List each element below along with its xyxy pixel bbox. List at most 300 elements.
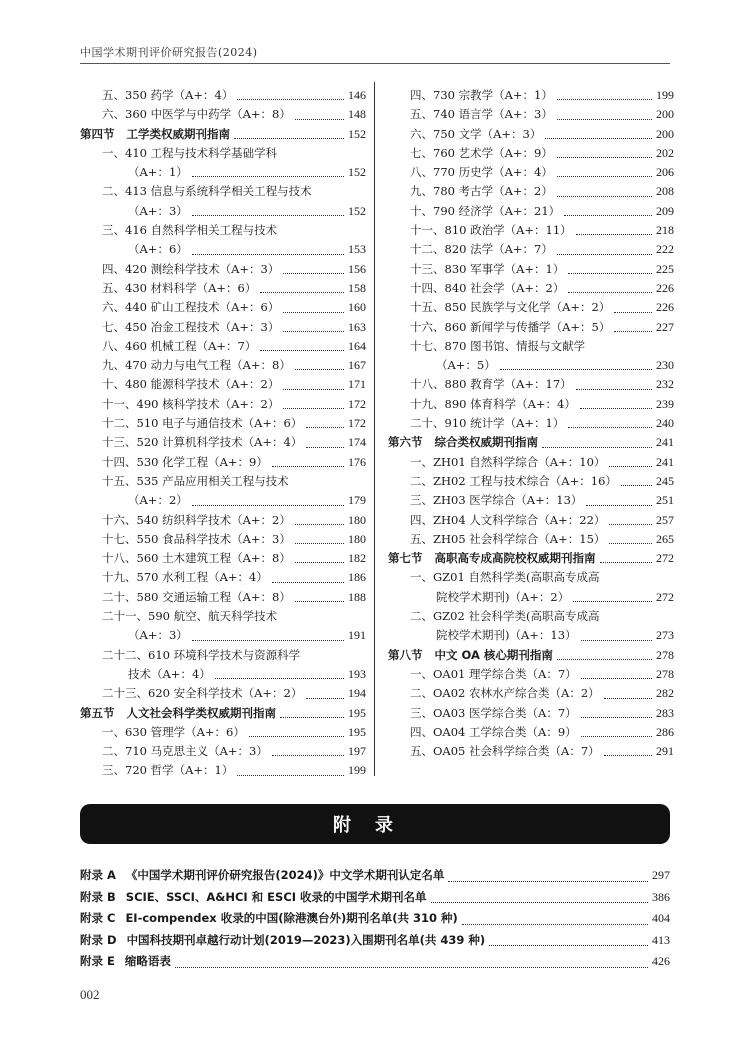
appendix-title: SCIE、SSCI、A&HCI 和 ESCI 收录的中国学术期刊名单 <box>125 889 427 904</box>
dot-leader <box>573 601 652 602</box>
toc-page-number: 218 <box>656 223 674 238</box>
toc-entry-title: 二、413 信息与系统科学相关工程与技术 <box>102 184 312 199</box>
toc-entry[interactable] <box>388 375 674 394</box>
dot-leader <box>234 138 344 139</box>
toc-page-number: 278 <box>656 666 674 681</box>
toc-entry-title: 院校学术期刊)（A+：2） <box>436 589 570 604</box>
toc-page-number: 227 <box>656 319 674 334</box>
toc-entry[interactable] <box>388 260 674 279</box>
toc-entry[interactable] <box>80 723 366 742</box>
dot-leader <box>280 717 344 718</box>
toc-entry[interactable] <box>388 337 674 356</box>
toc-entry[interactable] <box>80 607 366 626</box>
toc-page-number: 239 <box>656 396 674 411</box>
toc-page-number: 199 <box>348 763 366 778</box>
toc-section-heading[interactable] <box>80 125 366 144</box>
appendix-entry[interactable] <box>80 865 670 887</box>
toc-entry[interactable] <box>80 530 366 549</box>
toc-entry[interactable] <box>388 491 674 510</box>
toc-entry[interactable] <box>80 202 366 221</box>
toc-entry-title: （A+：5） <box>436 358 496 373</box>
toc-page-number: 163 <box>348 319 366 334</box>
toc-page-number: 172 <box>348 416 366 431</box>
toc-entry-title: 中文 OA 核心期刊指南 <box>434 647 553 662</box>
toc-entry-title: 一、630 管理学（A+：6） <box>102 724 245 739</box>
toc-entry-title: 二、ZH02 工程与技术综合（A+：16） <box>410 473 617 488</box>
appendix-page-number: 413 <box>652 932 670 947</box>
toc-entry[interactable] <box>388 568 674 587</box>
toc-entry-title: 二、710 马克思主义（A+：3） <box>102 744 268 759</box>
toc-entry-title: 五、430 材料科学（A+：6） <box>102 280 257 295</box>
toc-page-number: 191 <box>348 628 366 643</box>
toc-page-number: 286 <box>656 724 674 739</box>
toc-entry[interactable] <box>388 530 674 549</box>
toc-entry-title: 六、440 矿山工程技术（A+：6） <box>102 300 280 315</box>
toc-entry-title: 一、OA01 理学综合类（A：7） <box>410 666 577 681</box>
toc-entry-title: 二、OA02 农林水产综合类（A：2） <box>410 686 600 701</box>
toc-entry[interactable] <box>388 125 674 144</box>
dot-leader <box>557 119 652 120</box>
toc-entry[interactable] <box>80 761 366 780</box>
toc-page-number: 153 <box>348 242 366 257</box>
toc-entry-title: 十八、880 教育学（A+：17） <box>410 377 572 392</box>
toc-entry[interactable] <box>80 433 366 452</box>
appendix-page-number: 386 <box>652 889 670 904</box>
dot-leader <box>568 292 652 293</box>
toc-entry-title: 四、ZH04 人文科学综合（A+：22） <box>410 512 606 527</box>
toc-page-number: 226 <box>656 280 674 295</box>
header-rule <box>80 63 670 64</box>
toc-page-number: 265 <box>656 531 674 546</box>
dot-leader <box>306 698 344 699</box>
toc-page-number: 152 <box>348 203 366 218</box>
toc-page-number: 174 <box>348 435 366 450</box>
dot-leader <box>609 524 652 525</box>
dot-leader <box>215 678 344 679</box>
appendix-title: 缩略语表 <box>124 954 171 968</box>
toc-entry[interactable] <box>80 105 366 124</box>
toc-page-number: 226 <box>656 300 674 315</box>
toc-page-number: 199 <box>656 88 674 102</box>
appendix-label: 附录 E <box>80 954 115 968</box>
section-label: 第七节 <box>388 551 423 566</box>
toc-entry-title: 十、790 经济学（A+：21） <box>410 203 561 218</box>
toc-entry[interactable] <box>80 318 366 337</box>
toc-entry-title: 十一、490 核科学技术（A+：2） <box>102 396 280 411</box>
toc-page-number: 208 <box>656 184 674 199</box>
toc-entry-title: 十五、535 产品应用相关工程与技术 <box>102 473 289 488</box>
appendix-label: 附录 C <box>80 911 116 925</box>
toc-page-number: 167 <box>348 358 366 373</box>
toc-page-number: 200 <box>656 107 674 122</box>
dot-leader <box>557 659 652 660</box>
toc-entry[interactable] <box>80 240 366 259</box>
toc-entry-title: 二十三、620 安全科学技术（A+：2） <box>102 686 303 701</box>
toc-page-number: 193 <box>348 666 366 681</box>
toc-page-number: 186 <box>348 570 366 585</box>
dot-leader <box>576 234 652 235</box>
toc-entry-title: 四、420 测绘科学技术（A+：3） <box>102 261 280 276</box>
toc-page-number: 222 <box>656 242 674 257</box>
dot-leader <box>462 924 648 925</box>
toc-entry[interactable] <box>80 568 366 587</box>
toc-entry-title: 十四、840 社会学（A+：2） <box>410 280 565 295</box>
toc-entry[interactable] <box>388 607 674 626</box>
toc-entry-title: 一、ZH01 自然科学综合（A+：10） <box>410 454 606 469</box>
toc-page-number: 146 <box>348 88 366 102</box>
toc-entry-title: 十一、810 政治学（A+：11） <box>410 223 572 238</box>
toc-page-number: 182 <box>348 551 366 566</box>
dot-leader <box>283 312 344 313</box>
toc-entry-title: （A+：3） <box>128 628 188 643</box>
toc-entry[interactable] <box>80 472 366 491</box>
appendix-entry[interactable] <box>80 930 670 952</box>
dot-leader <box>260 350 344 351</box>
toc-entry-title: 六、750 文学（A+：3） <box>410 126 542 141</box>
toc-entry[interactable] <box>388 511 674 530</box>
toc-page-number: 241 <box>656 454 674 469</box>
toc-page-number: 257 <box>656 512 674 527</box>
toc-entry-title: 一、410 工程与技术科学基础学科 <box>102 145 278 160</box>
toc-entry[interactable] <box>388 665 674 684</box>
toc-entry-title: 三、ZH03 医学综合（A+：13） <box>410 493 583 508</box>
dot-leader <box>283 331 344 332</box>
section-label: 第五节 <box>80 705 115 720</box>
toc-page-number: 202 <box>656 145 674 160</box>
appendix-banner: 附录 <box>80 804 670 844</box>
toc-entry[interactable] <box>80 298 366 317</box>
toc-entry-title: 高职高专成高院校权威期刊指南 <box>434 551 596 566</box>
dot-leader <box>237 99 344 100</box>
dot-leader <box>489 945 648 946</box>
toc-entry-title: 十三、520 计算机科学技术（A+：4） <box>102 435 303 450</box>
toc-entry[interactable] <box>80 742 366 761</box>
toc-page-number: 164 <box>348 338 366 353</box>
toc-entry[interactable] <box>80 626 366 645</box>
dot-leader <box>581 640 652 641</box>
toc-entry[interactable] <box>388 240 674 259</box>
toc-entry-title: 十六、540 纺织科学技术（A+：2） <box>102 512 291 527</box>
toc-entry[interactable] <box>80 375 366 394</box>
dot-leader <box>431 902 648 903</box>
toc-page-number: 245 <box>656 473 674 488</box>
toc-page-number: 152 <box>348 165 366 180</box>
dot-leader <box>568 273 652 274</box>
toc-entry[interactable] <box>388 279 674 298</box>
toc-entry-title: 七、450 冶金工程技术（A+：3） <box>102 319 280 334</box>
toc-entry-title: 五、ZH05 社会科学综合（A+：15） <box>410 531 606 546</box>
dot-leader <box>557 99 652 100</box>
toc-entry[interactable] <box>388 86 674 105</box>
dot-leader <box>564 215 652 216</box>
section-label: 第八节 <box>388 647 423 662</box>
toc-entry[interactable] <box>80 453 366 472</box>
appendix-label: 附录 B <box>80 889 116 904</box>
toc-page-number: 241 <box>656 435 674 450</box>
dot-leader <box>557 254 652 255</box>
toc-entry[interactable] <box>388 356 674 375</box>
toc-entry[interactable] <box>80 86 366 105</box>
appendix-list <box>80 865 670 973</box>
toc-entry-title: 五、OA05 社会科学综合类（A：7） <box>410 744 600 759</box>
dot-leader <box>249 736 344 737</box>
toc-page-number: 195 <box>348 724 366 739</box>
toc-entry-title: 五、350 药学（A+：4） <box>102 88 234 102</box>
dot-leader <box>604 698 652 699</box>
toc-page-number: 156 <box>348 261 366 276</box>
toc-entry-title: 二十、910 统计学（A+：1） <box>410 416 565 431</box>
toc-entry[interactable] <box>80 665 366 684</box>
toc-page-number: 251 <box>656 493 674 508</box>
toc-entry-title: 三、OA03 医学综合类（A：7） <box>410 705 577 720</box>
toc-entry[interactable] <box>388 684 674 703</box>
appendix-entry[interactable] <box>80 887 670 909</box>
toc-entry[interactable] <box>388 723 674 742</box>
toc-page-number: 179 <box>348 493 366 508</box>
toc-entry-title: 二十一、590 航空、航天科学技术 <box>102 609 278 624</box>
toc-page-number: 230 <box>656 358 674 373</box>
toc-entry-title: 十五、850 民族学与文化学（A+：2） <box>410 300 611 315</box>
toc-entry[interactable] <box>80 549 366 568</box>
toc-entry-title: 十八、560 土木建筑工程（A+：8） <box>102 551 291 566</box>
toc-section-heading[interactable] <box>80 704 366 723</box>
toc-page-number: 272 <box>656 589 674 604</box>
dot-leader <box>295 543 344 544</box>
toc-entry-title: 三、416 自然科学相关工程与技术 <box>102 223 278 238</box>
toc-entry[interactable] <box>80 260 366 279</box>
toc-entry[interactable] <box>388 318 674 337</box>
dot-leader <box>192 176 344 177</box>
appendix-label: 附录 D <box>80 932 117 947</box>
toc-entry-title: 四、730 宗教学（A+：1） <box>410 88 553 102</box>
dot-leader <box>295 601 344 602</box>
dot-leader <box>295 369 344 370</box>
toc-entry[interactable] <box>388 221 674 240</box>
toc-entry[interactable] <box>388 298 674 317</box>
toc-entry[interactable] <box>388 163 674 182</box>
toc-entry-title: 一、GZ01 自然科学类(高职高专成高 <box>410 570 600 585</box>
toc-entry-title: 二十、580 交通运输工程（A+：8） <box>102 589 291 604</box>
toc-entry-title: 综合类权威期刊指南 <box>434 435 538 450</box>
toc-page-number: 283 <box>656 705 674 720</box>
toc-page-number: 273 <box>656 628 674 643</box>
toc-entry-title: 十六、860 新闻学与传播学（A+：5） <box>410 319 611 334</box>
dot-leader <box>175 967 648 968</box>
toc-entry[interactable] <box>388 742 674 761</box>
appendix-page-number: 404 <box>652 911 670 925</box>
toc-page-number: 291 <box>656 744 674 759</box>
toc-page-number: 188 <box>348 589 366 604</box>
toc-entry-title: 人文社会科学类权威期刊指南 <box>126 705 276 720</box>
running-header: 中国学术期刊评价研究报告(2024) <box>80 46 258 59</box>
dot-leader <box>283 273 344 274</box>
dot-leader <box>614 331 652 332</box>
toc-entry[interactable] <box>388 182 674 201</box>
toc-entry-title: 九、780 考古学（A+：2） <box>410 184 553 199</box>
toc-entry-title: 十三、830 军事学（A+：1） <box>410 261 565 276</box>
toc-entry-title: 五、740 语言学（A+：3） <box>410 107 553 122</box>
dot-leader <box>192 254 344 255</box>
toc-entry-title: 工学类权威期刊指南 <box>126 126 230 141</box>
appendix-label: 附录 A <box>80 868 116 882</box>
toc-entry[interactable] <box>80 395 366 414</box>
toc-entry[interactable] <box>80 511 366 530</box>
toc-section-heading[interactable] <box>388 549 674 568</box>
toc-entry[interactable] <box>80 144 366 163</box>
toc-entry[interactable] <box>80 279 366 298</box>
toc-entry[interactable] <box>80 356 366 375</box>
toc-entry-title: 十二、820 法学（A+：7） <box>410 242 553 257</box>
dot-leader <box>260 292 344 293</box>
toc-page-number: 282 <box>656 686 674 701</box>
dot-leader <box>600 562 653 563</box>
dot-leader <box>604 755 652 756</box>
toc-entry[interactable] <box>388 144 674 163</box>
toc-entry-title: 四、OA04 工学综合类（A：9） <box>410 724 577 739</box>
dot-leader <box>581 736 652 737</box>
appendix-title: EI-compendex 收录的中国(除港澳台外)期刊名单(共 310 种) <box>125 911 458 925</box>
toc-entry[interactable] <box>80 491 366 510</box>
toc-entry-title: 十九、890 体育科学（A+：4） <box>410 396 576 411</box>
toc-entry-title: （A+：6） <box>128 242 188 257</box>
dot-leader <box>192 640 344 641</box>
dot-leader <box>295 119 344 120</box>
toc-page-number: 197 <box>348 744 366 759</box>
dot-leader <box>283 408 344 409</box>
section-label: 第六节 <box>388 435 423 450</box>
dot-leader <box>272 582 344 583</box>
column-divider <box>374 82 375 776</box>
dot-leader <box>272 755 344 756</box>
toc-entry-title: 二十二、610 环境科学技术与资源科学 <box>102 647 301 662</box>
toc-page-number: 225 <box>656 261 674 276</box>
toc-page-number: 158 <box>348 280 366 295</box>
toc-entry[interactable] <box>80 337 366 356</box>
dot-leader <box>621 485 652 486</box>
toc-page-number: 240 <box>656 416 674 431</box>
toc-page-number: 272 <box>656 551 674 566</box>
toc-entry[interactable] <box>388 105 674 124</box>
toc-entry-title: 八、770 历史学（A+：4） <box>410 165 553 180</box>
dot-leader <box>283 389 344 390</box>
toc-entry[interactable] <box>80 588 366 607</box>
toc-entry[interactable] <box>388 453 674 472</box>
toc-entry[interactable] <box>80 684 366 703</box>
dot-leader <box>557 176 652 177</box>
appendix-page-number: 426 <box>652 954 670 968</box>
dot-leader <box>192 215 344 216</box>
toc-entry[interactable] <box>388 202 674 221</box>
toc-entry-title: 技术（A+：4） <box>128 666 211 681</box>
dot-leader <box>580 408 652 409</box>
dot-leader <box>448 881 648 882</box>
toc-page-number: 278 <box>656 647 674 662</box>
toc-page-number: 160 <box>348 300 366 315</box>
toc-section-heading[interactable] <box>388 646 674 665</box>
appendix-entry[interactable] <box>80 908 670 930</box>
toc-page-number: 206 <box>656 165 674 180</box>
toc-page-number: 172 <box>348 396 366 411</box>
toc-page-number: 195 <box>348 705 366 720</box>
toc-page-number: 180 <box>348 531 366 546</box>
toc-entry-title: 十、480 能源科学技术（A+：2） <box>102 377 280 392</box>
toc-page-number: 152 <box>348 126 366 141</box>
dot-leader <box>568 427 652 428</box>
dot-leader <box>500 369 652 370</box>
dot-leader <box>581 717 652 718</box>
dot-leader <box>192 505 344 506</box>
page-number: 002 <box>80 987 100 1002</box>
appendix-entry[interactable] <box>80 951 670 973</box>
toc-page-number: 232 <box>656 377 674 392</box>
toc-entry-title: （A+：3） <box>128 203 188 218</box>
dot-leader <box>576 389 652 390</box>
toc-entry-title: 九、470 动力与电气工程（A+：8） <box>102 358 291 373</box>
toc-page-number: 176 <box>348 454 366 469</box>
toc-entry[interactable] <box>388 395 674 414</box>
toc-page-number: 200 <box>656 126 674 141</box>
dot-leader <box>237 775 344 776</box>
dot-leader <box>557 196 652 197</box>
toc-section-heading[interactable] <box>388 433 674 452</box>
toc-entry[interactable] <box>80 646 366 665</box>
toc-entry-title: 三、720 哲学（A+：1） <box>102 763 234 778</box>
toc-page-number: 171 <box>348 377 366 392</box>
toc-entry-title: 二、GZ02 社会科学类(高职高专成高 <box>410 609 600 624</box>
appendix-title: 中国科技期刊卓越行动计划(2019—2023)入围期刊名单(共 439 种) <box>126 932 486 947</box>
dot-leader <box>542 447 652 448</box>
toc-entry[interactable] <box>388 588 674 607</box>
dot-leader <box>295 562 344 563</box>
toc-entry-title: 十七、870 图书馆、情报与文献学 <box>410 338 586 353</box>
toc-entry[interactable] <box>80 414 366 433</box>
toc-entry[interactable] <box>80 163 366 182</box>
dot-leader <box>581 678 652 679</box>
toc-entry-title: 十四、530 化学工程（A+：9） <box>102 454 268 469</box>
dot-leader <box>545 138 652 139</box>
toc-entry[interactable] <box>388 626 674 645</box>
dot-leader <box>295 524 344 525</box>
toc-right-column <box>388 86 674 761</box>
dot-leader <box>306 447 344 448</box>
dot-leader <box>272 466 344 467</box>
dot-leader <box>614 312 652 313</box>
dot-leader <box>586 505 652 506</box>
dot-leader <box>557 157 652 158</box>
toc-left-column <box>80 86 366 781</box>
toc-entry[interactable] <box>388 472 674 491</box>
toc-entry-title: 十七、550 食品科学技术（A+：3） <box>102 531 291 546</box>
appendix-page-number: 297 <box>652 868 670 882</box>
dot-leader <box>609 466 652 467</box>
toc-page-number: 194 <box>348 686 366 701</box>
toc-entry-title: 八、460 机械工程（A+：7） <box>102 338 257 353</box>
appendix-title: 《中国学术期刊评价研究报告(2024)》中文学术期刊认定名单 <box>125 868 445 882</box>
toc-entry-title: 十二、510 电子与通信技术（A+：6） <box>102 416 303 431</box>
toc-entry[interactable] <box>80 221 366 240</box>
toc-page-number: 148 <box>348 107 366 122</box>
toc-entry[interactable] <box>388 704 674 723</box>
toc-entry[interactable] <box>80 182 366 201</box>
toc-entry-title: 院校学术期刊)（A+：13） <box>436 628 577 643</box>
toc-entry-title: 七、760 艺术学（A+：9） <box>410 145 553 160</box>
dot-leader <box>609 543 652 544</box>
toc-entry-title: （A+：2） <box>128 493 188 508</box>
dot-leader <box>306 427 344 428</box>
toc-entry[interactable] <box>388 414 674 433</box>
toc-entry-title: 十九、570 水利工程（A+：4） <box>102 570 268 585</box>
toc-page-number: 209 <box>656 203 674 218</box>
